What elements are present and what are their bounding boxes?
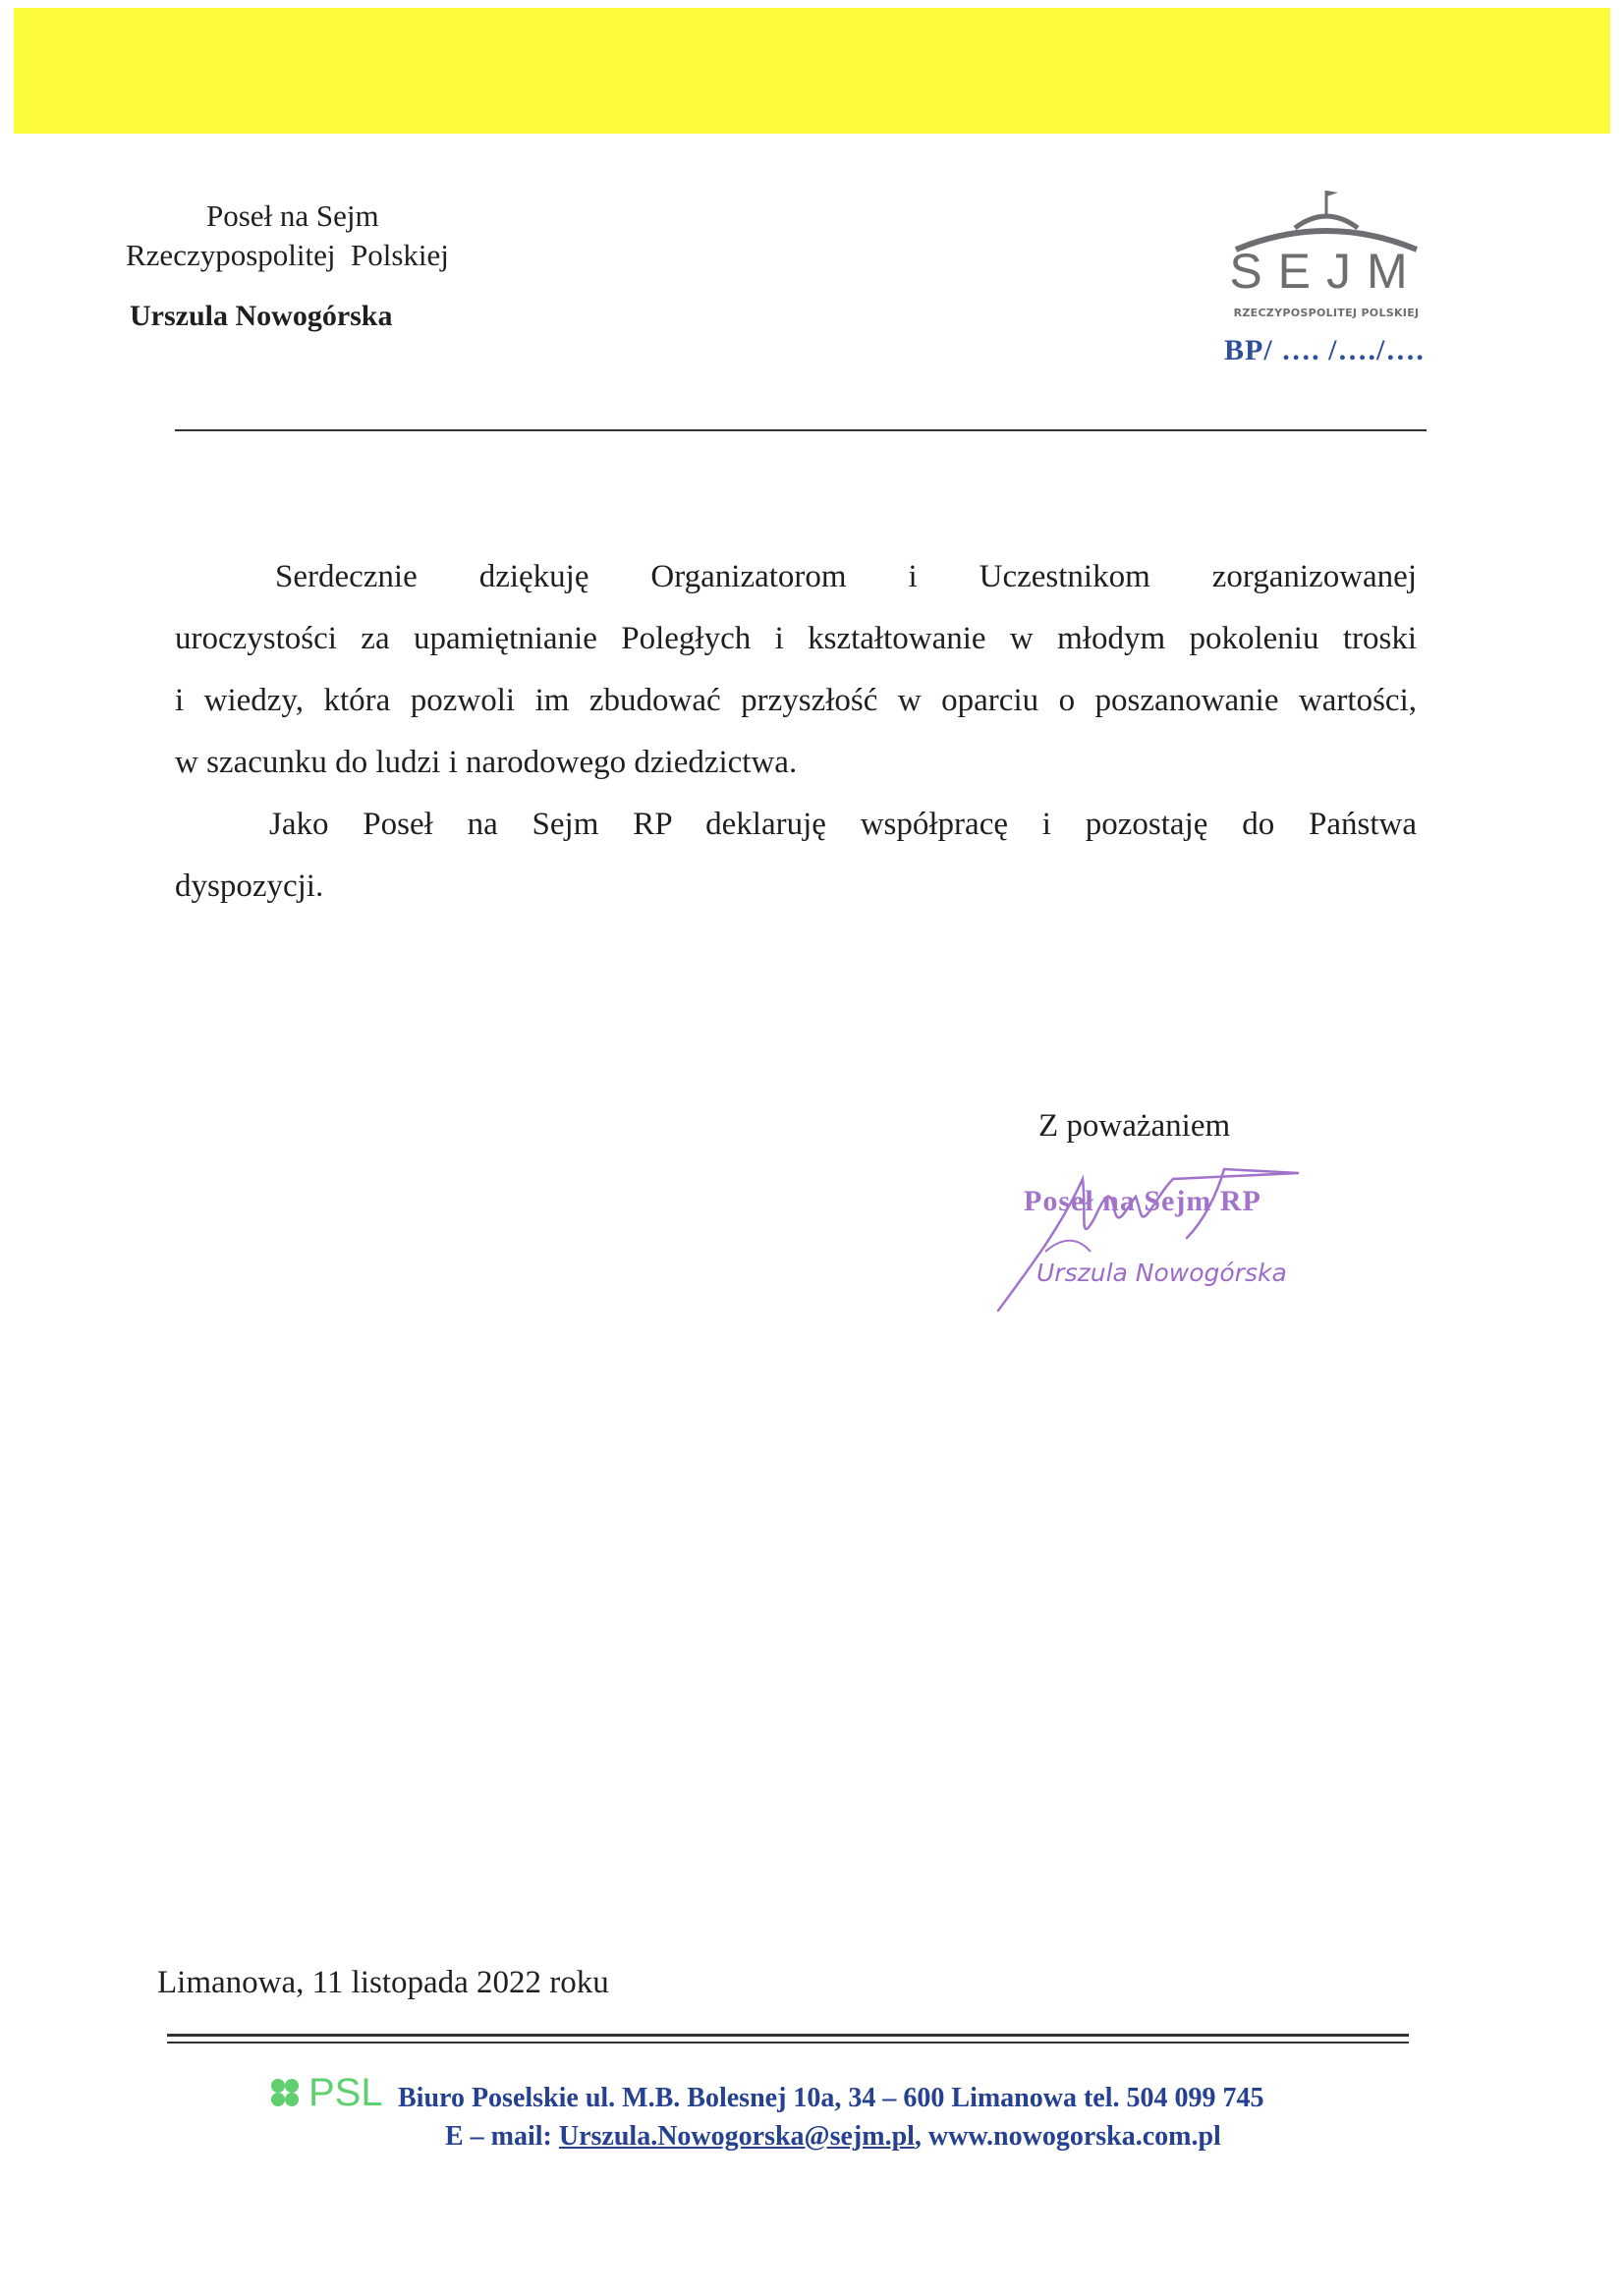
paragraph-line: w szacunku do ludzi i narodowego dziedzictwa. — [175, 745, 798, 780]
closing-salutation: Z poważaniem — [1038, 1108, 1231, 1144]
sejm-subtitle: RZECZYPOSPOLITEJ POLSKIEJ — [1233, 307, 1420, 319]
sejm-wordmark: SEJM — [1229, 244, 1424, 299]
psl-wordmark: PSL — [308, 2070, 383, 2114]
stamp-name: Urszula Nowogórska — [1036, 1259, 1287, 1287]
paragraph-line: dyspozycji. — [175, 868, 324, 904]
handwritten-signature — [992, 1157, 1346, 1324]
body-paragraph-2 — [175, 794, 1417, 918]
signature-block — [992, 1157, 1346, 1324]
email-link[interactable]: Urszula.Nowogorska@sejm.pl — [558, 2121, 915, 2152]
sender-institution: Rzeczypospolitej Polskiej — [126, 238, 449, 272]
sender-name: Urszula Nowogórska — [130, 300, 393, 332]
footer-divider — [167, 2034, 1409, 2037]
website-link[interactable]: www.nowogorska.com.pl — [927, 2121, 1221, 2152]
paragraph-line: Serdecznie dziękuję Organizatorom i Uczestnikom zorganizowanej — [275, 559, 1417, 594]
email-label: E – mail: — [445, 2121, 559, 2152]
highlight-band — [14, 8, 1610, 134]
footer-divider — [167, 2042, 1409, 2044]
date-place: Limanowa, 11 listopada 2022 roku — [157, 1965, 609, 2000]
paragraph-line: i wiedzy, która pozwoli im zbudować przyszłość w oparciu o poszanowanie wartości, — [175, 683, 1417, 718]
clover-icon — [267, 2075, 303, 2110]
stamp-title: Poseł na Sejm RP — [1024, 1185, 1261, 1217]
sender-title: Poseł na Sejm — [206, 198, 379, 233]
psl-logo — [267, 2071, 383, 2114]
reference-number: BP/ …. /…./…. — [1224, 334, 1425, 366]
header-divider — [175, 429, 1427, 431]
paragraph-line: uroczystości za upamiętnianie Poległych i kształtowanie w młodym pokoleniu troski — [175, 621, 1417, 656]
contact-line — [445, 2121, 1221, 2153]
separator: , — [914, 2121, 928, 2152]
sejm-logo — [1228, 185, 1425, 332]
office-address: Biuro Poselskie ul. M.B. Bolesnej 10a, 34 – 600 Limanowa tel. 504 099 745 — [398, 2083, 1264, 2113]
body-paragraph-1 — [175, 546, 1417, 794]
paragraph-line: Jako Poseł na Sejm RP deklaruję współpracę i pozostaję do Państwa — [269, 807, 1417, 842]
